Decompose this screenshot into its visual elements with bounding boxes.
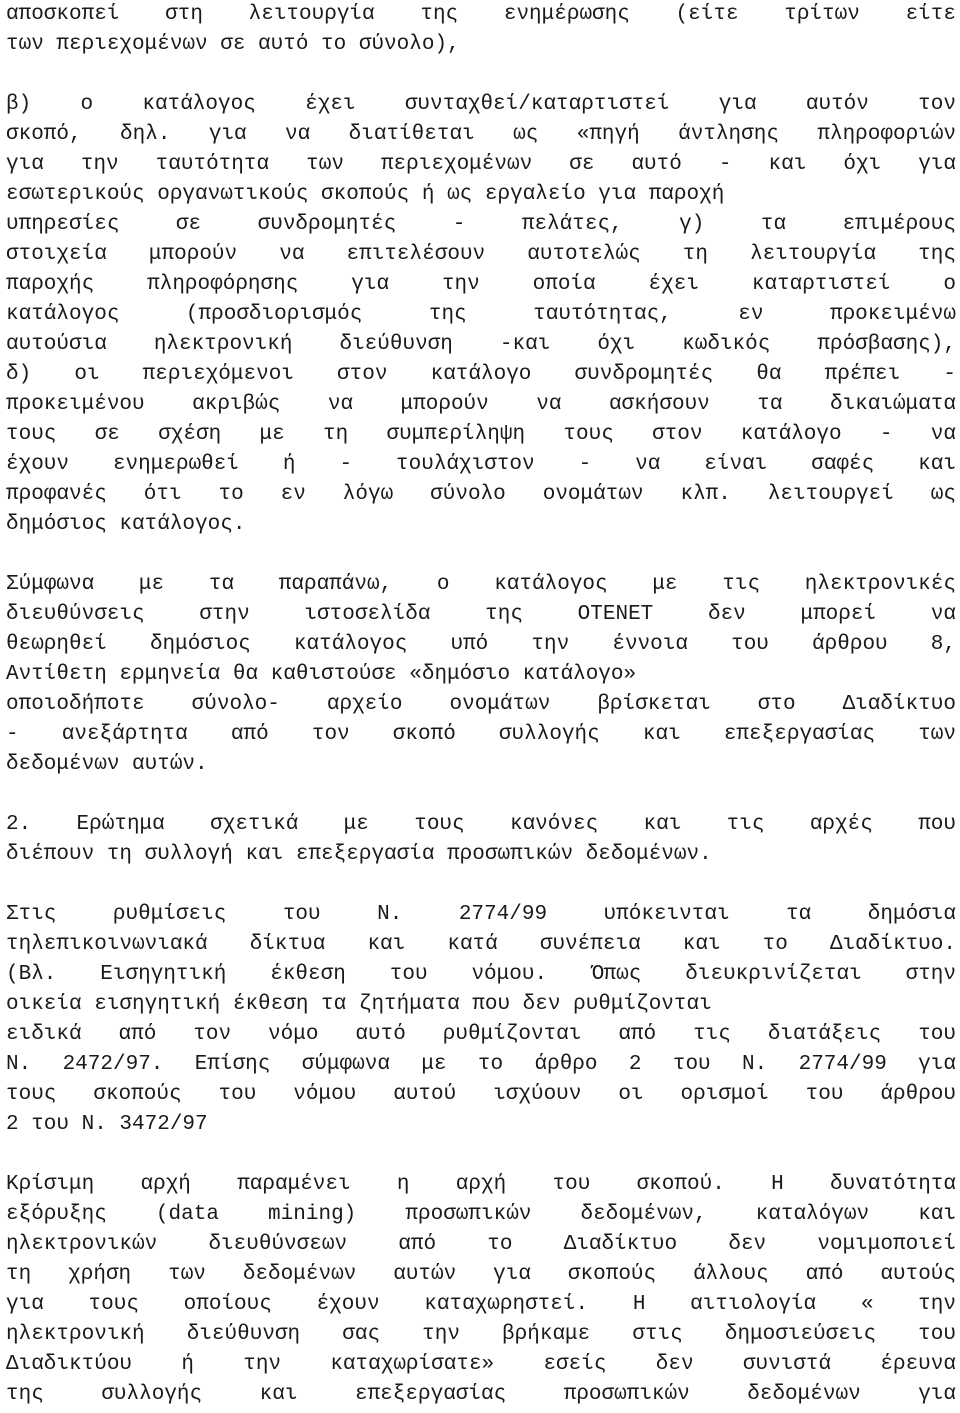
paragraph-purpose-principle bbox=[6, 1170, 956, 1410]
text-line: προκειμένου ακριβώς να μπορούν να ασκήσουν τα δικαιώματα bbox=[6, 393, 956, 416]
text-line: Σύμφωνα με τα παραπάνω, ο κατάλογος με τις ηλεκτρονικές bbox=[6, 573, 956, 596]
text-line: εξόρυξης (data mining) προσωπικών δεδομένων, καταλόγων και bbox=[6, 1203, 956, 1226]
text-line: της συλλογής και επεξεργασίας προσωπικών δεδομένων για bbox=[6, 1383, 956, 1406]
text-line: κατάλογος (προσδιορισμός της ταυτότητας, εν προκειμένω bbox=[6, 303, 956, 326]
text-line: έχουν ενημερωθεί ή - τουλάχιστον - να είναι σαφές και bbox=[6, 453, 956, 476]
text-line: στοιχεία μπορούν να επιτελέσουν αυτοτελώς τη λειτουργία της bbox=[6, 243, 956, 266]
text-line: για την ταυτότητα των περιεχομένων σε αυτό - και όχι για bbox=[6, 153, 956, 176]
text-line: β) ο κατάλογος έχει συνταχθεί/καταρτιστεί για αυτόν τον bbox=[6, 93, 956, 116]
text-line: αποσκοπεί στη λειτουργία της ενημέρωσης (είτε τρίτων είτε bbox=[6, 3, 956, 26]
paragraph-purpose-continued bbox=[6, 0, 956, 60]
text-line: δημόσιος κατάλογος. bbox=[6, 513, 246, 536]
text-line: διευθύνσεις στην ιστοσελίδα της ΟΤΕΝΕΤ δεν μπορεί να bbox=[6, 603, 956, 626]
text-line: σκοπό, δηλ. για να διατίθεται ως «πηγή άντλησης πληροφοριών bbox=[6, 123, 956, 146]
text-line: 2. Ερώτημα σχετικά με τους κανόνες και τις αρχές που bbox=[6, 813, 956, 836]
text-line: υπηρεσίες σε συνδρομητές - πελάτες, γ) τα επιμέρους bbox=[6, 213, 956, 236]
text-line: θεωρηθεί δημόσιος κατάλογος υπό την έννοια του άρθρου 8, bbox=[6, 633, 956, 656]
text-line: Διαδικτύου ή την καταχωρίσατε» εσείς δεν συνιστά έρευνα bbox=[6, 1353, 956, 1376]
text-line: τους σε σχέση με τη συμπερίληψη τους στον κατάλογο - να bbox=[6, 423, 956, 446]
paragraph-catalog-criteria bbox=[6, 90, 956, 540]
text-line: δεδομένων αυτών. bbox=[6, 753, 208, 776]
text-line: 2 του Ν. 3472/97 bbox=[6, 1113, 208, 1136]
paragraph-otenet-conclusion bbox=[6, 570, 956, 780]
text-line: ειδικά από τον νόμο αυτό ρυθμίζονται από τις διατάξεις του bbox=[6, 1023, 956, 1046]
text-line: (Βλ. Εισηγητική έκθεση του νόμου. Όπως διευκρινίζεται στην bbox=[6, 963, 956, 986]
text-line: για τους οποίους έχουν καταχωρηστεί. Η αιτιολογία « την bbox=[6, 1293, 956, 1316]
text-line: οποιοδήποτε σύνολο- αρχείο ονομάτων βρίσκεται στο Διαδίκτυο bbox=[6, 693, 956, 716]
text-line: παροχής πληροφόρησης για την οποία έχει καταρτιστεί ο bbox=[6, 273, 956, 296]
text-line: προφανές ότι το εν λόγω σύνολο ονομάτων κλπ. λειτουργεί ως bbox=[6, 483, 956, 506]
text-line: Αντίθετη ερμηνεία θα καθιστούσε «δημόσιο κατάλογο» bbox=[6, 663, 637, 686]
text-line: τηλεπικοινωνιακά δίκτυα και κατά συνέπεια και το Διαδίκτυο. bbox=[6, 933, 956, 956]
text-line: εσωτερικούς οργανωτικούς σκοπούς ή ως εργαλείο για παροχή bbox=[6, 183, 725, 206]
text-line: αυτούσια ηλεκτρονική διεύθυνση -και όχι κωδικός πρόσβασης), bbox=[6, 333, 956, 356]
text-line: Ν. 2472/97. Επίσης σύμφωνα με το άρθρο 2 του Ν. 2774/99 για bbox=[6, 1053, 956, 1076]
text-line: διέπουν τη συλλογή και επεξεργασία προσωπικών δεδομένων. bbox=[6, 843, 712, 866]
paragraph-law-2774-99 bbox=[6, 900, 956, 1140]
text-line: των περιεχομένων σε αυτό το σύνολο), bbox=[6, 33, 460, 56]
text-line: Κρίσιμη αρχή παραμένει η αρχή του σκοπού. Η δυνατότητα bbox=[6, 1173, 956, 1196]
text-line: οικεία εισηγητική έκθεση τα ζητήματα που δεν ρυθμίζονται bbox=[6, 993, 712, 1016]
text-line: ηλεκτρονική διεύθυνση σας την βρήκαμε στις δημοσιεύσεις του bbox=[6, 1323, 956, 1346]
text-line: Στις ρυθμίσεις του Ν. 2774/99 υπόκεινται τα δημόσια bbox=[6, 903, 956, 926]
paragraph-question-2-heading bbox=[6, 810, 956, 870]
text-line: - ανεξάρτητα από τον σκοπό συλλογής και επεξεργασίας των bbox=[6, 723, 956, 746]
text-line: ηλεκτρονικών διευθύνσεων από το Διαδίκτυο δεν νομιμοποιεί bbox=[6, 1233, 956, 1256]
text-line: τους σκοπούς του νόμου αυτού ισχύουν οι ορισμοί του άρθρου bbox=[6, 1083, 956, 1106]
text-line: τη χρήση των δεδομένων αυτών για σκοπούς άλλους από αυτούς bbox=[6, 1263, 956, 1286]
text-line: δ) οι περιεχόμενοι στον κατάλογο συνδρομητές θα πρέπει - bbox=[6, 363, 956, 386]
